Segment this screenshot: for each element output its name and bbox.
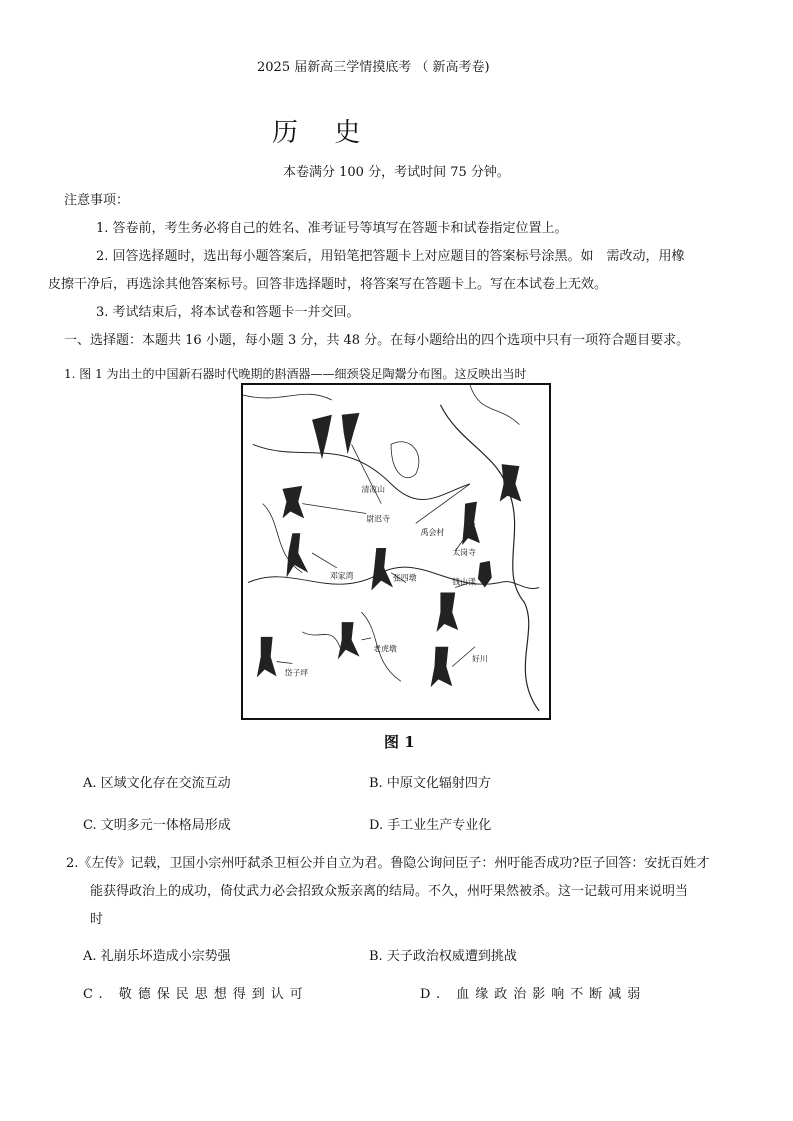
- map-label-yuchisi: 尉迟寺: [366, 514, 391, 524]
- map-label-laohudun: 老虎墩: [373, 644, 397, 654]
- q1-option-b[interactable]: B. 中原文化辐射四方: [369, 776, 491, 791]
- q2-option-a[interactable]: A. 礼崩乐坏造成小宗势强: [83, 949, 231, 964]
- vessel-west: [282, 486, 308, 578]
- note-item-2: 2. 回答选择题时，选出每小题答案后，用铅笔把答题卡上对应题目的答案标号涂黑。如 需改动，用橡: [96, 249, 685, 264]
- map-label-daiziping: 岱子坪: [284, 668, 309, 678]
- map-label-yuhuicun: 禹会村: [420, 528, 445, 538]
- q2-option-b[interactable]: B. 天子政治权威遭到挑战: [369, 949, 517, 964]
- q2-stem-line-3: 时: [90, 912, 104, 927]
- figure-1-caption: 图 1: [384, 733, 415, 751]
- q2-option-d[interactable]: D. 血缘政治影响不断减弱: [420, 987, 647, 1002]
- subject-title: 历 史: [272, 118, 375, 148]
- map-label-haochuan: 好川: [472, 654, 488, 664]
- q2-stem-line-1: 2.《左传》记载，卫国小宗州吁弑杀卫桓公并自立为君。鲁隐公询问臣子：州吁能否成功?臣子回答：安抚百姓才: [66, 856, 710, 871]
- vessel-north: [312, 413, 359, 459]
- note-item-2-cont: 皮擦干净后，再选涂其他答案标号。回答非选择题时，将答案写在答题卡上。写在本试卷上无效。: [48, 277, 608, 292]
- q1-option-a[interactable]: A. 区域文化存在交流互动: [83, 776, 231, 791]
- river-branch: [263, 504, 401, 682]
- notes-heading: 注意事项：: [64, 193, 130, 208]
- map-label-qianshanyang: 钱山漾: [452, 577, 476, 587]
- q1-option-c[interactable]: C. 文明多元一体格局形成: [83, 818, 231, 833]
- q2-option-c[interactable]: C. 敬德保民思想得到认可: [83, 987, 309, 1002]
- section-1-instructions: 一、选择题：本题共 16 小题，每小题 3 分，共 48 分。在每小题给出的四个选项中只有一项符合题目要求。: [64, 333, 690, 348]
- exam-info: 本卷满分 100 分，考试时间 75 分钟。: [283, 165, 510, 180]
- q2-stem-line-2: 能获得政治上的成功，倚仗武力必会招致众叛亲离的结局。不久，州吁果然被杀。这一记载可用来说明当: [90, 884, 689, 899]
- note-item-3: 3. 考试结束后，将本试卷和答题卡一并交回。: [96, 305, 360, 320]
- map-label-zhangsidun: 张四墩: [393, 573, 417, 583]
- coastline: [440, 405, 539, 711]
- map-label-qingliangshan: 清凉山: [361, 484, 386, 494]
- map-label-taigangsi: 太岗寺: [452, 547, 476, 557]
- note-item-1: 1. 答卷前，考生务必将自己的姓名、准考证号等填写在答题卡和试卷指定位置上。: [96, 221, 568, 236]
- exam-header: 2025 届新高三学情摸底考 （ 新高考卷): [257, 60, 490, 75]
- lake-outline: [391, 442, 419, 478]
- map-label-dengjiawan: 邓家湾: [329, 571, 354, 581]
- figure-1-map: [241, 383, 551, 720]
- q1-option-d[interactable]: D. 手工业生产专业化: [369, 818, 492, 833]
- map-drawing: [243, 385, 549, 718]
- q1-stem: 1. 图 1 为出土的中国新石器时代晚期的斟酒器——细颈袋足陶鬶分布图。这反映出当时: [64, 367, 527, 381]
- border-line: [243, 385, 519, 424]
